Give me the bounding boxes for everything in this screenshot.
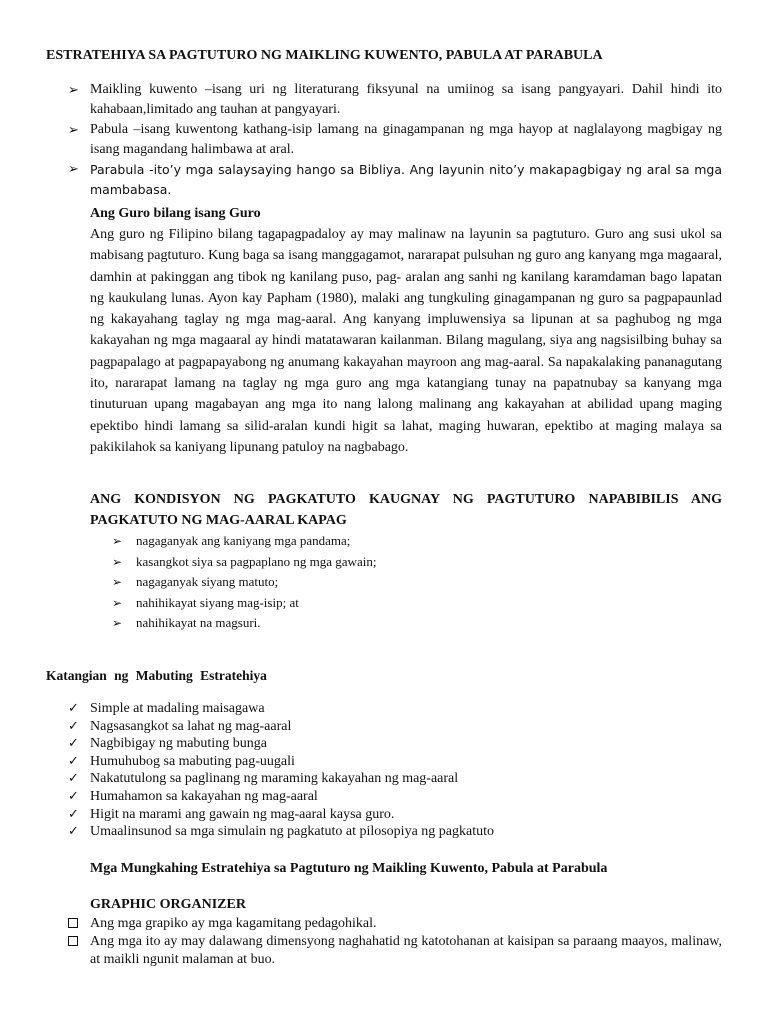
list-item — [68, 933, 722, 969]
list-item-text: Ang mga grapiko ay mga kagamitang pedagohikal. — [90, 916, 377, 931]
definition-item-parabula — [68, 160, 722, 200]
definition-item-maikling-kuwento — [68, 80, 722, 120]
list-item — [68, 788, 494, 806]
definition-text: Parabula -ito’y mga salaysaying hango sa Bibliya. Ang layunin nito’y makapagbigay ng aral sa mga mambabasa. — [90, 162, 722, 197]
checkmark-bullet-icon: ✓ — [68, 824, 79, 840]
arrowhead-bullet-icon: ➢ — [112, 616, 123, 630]
arrowhead-bullet-icon: ➢ — [68, 82, 79, 97]
kondisyon-section — [90, 489, 722, 634]
document-title: ESTRATEHIYA SA PAGTUTURO NG MAIKLING KUWENTO, PABULA AT PARABULA — [46, 48, 603, 63]
checkmark-bullet-icon: ✓ — [68, 806, 79, 822]
list-item-text: kasangkot siya sa pagpaplano ng mga gawain; — [136, 553, 377, 569]
list-item-text: Ang mga ito ay may dalawang dimensyong naghahatid ng katotohanan at kaisipan sa paraang maayos, malinaw, at maikli ngunit malaman at buo. — [90, 934, 722, 967]
list-item — [68, 753, 494, 771]
list-item-text: Umaalinsunod sa mga simulain ng pagkatuto at pilosopiya ng pagkatuto — [90, 824, 494, 840]
checkmark-bullet-icon: ✓ — [68, 718, 79, 734]
checkmark-bullet-icon: ✓ — [68, 701, 79, 716]
guro-heading: Ang Guro bilang isang Guro — [90, 206, 261, 221]
definition-list — [68, 80, 722, 200]
list-item — [68, 700, 494, 718]
definition-text: Maikling kuwento –isang uri ng literaturang fiksyunal na umiinog sa isang pangyayari. Dahil hindi ito kahabaan,limitado ang tauhan at pangyayari. — [90, 82, 722, 117]
list-item — [112, 572, 722, 593]
list-item-text: Humuhubog sa mabuting pag-uugali — [90, 753, 295, 769]
list-item — [112, 531, 722, 552]
arrowhead-bullet-icon: ➢ — [112, 595, 123, 610]
definition-item-pabula — [68, 120, 722, 160]
list-item — [112, 593, 722, 614]
arrowhead-bullet-icon: ➢ — [68, 162, 79, 177]
list-item — [112, 552, 722, 573]
list-item-text: Simple at madaling maisagawa — [90, 701, 265, 716]
checkmark-bullet-icon: ✓ — [68, 771, 79, 787]
empty-square-bullet-icon — [68, 918, 78, 928]
kondisyon-heading: ANG KONDISYON NG PAGKATUTO KAUGNAY NG PAGTUTURO NAPABIBILIS ANG PAGKATUTO NG MAG-AARAL KAPAG — [90, 492, 722, 528]
list-item — [68, 823, 494, 841]
list-item-text: Higit na marami ang gawain ng mag-aaral kaysa guro. — [90, 806, 395, 822]
arrowhead-bullet-icon: ➢ — [112, 534, 123, 548]
list-item-text: Nagsasangkot sa lahat ng mag-aaral — [90, 718, 292, 734]
katangian-heading: Katangian ng Mabuting Estratehiya — [46, 668, 267, 683]
list-item-text: Humahamon sa kakayahan ng mag-aaral — [90, 788, 318, 804]
list-item-text: nahihikayat siyang mag-isip; at — [136, 594, 299, 610]
list-item — [68, 718, 494, 736]
list-item-text: nagaganyak ang kaniyang mga pandama; — [136, 533, 351, 548]
kondisyon-list — [112, 531, 722, 634]
list-item — [112, 613, 722, 634]
arrowhead-bullet-icon: ➢ — [68, 122, 79, 137]
graphic-organizer-heading: GRAPHIC ORGANIZER — [90, 897, 246, 912]
arrowhead-bullet-icon: ➢ — [112, 575, 123, 589]
guro-section — [90, 204, 722, 458]
list-item — [68, 915, 722, 933]
empty-square-bullet-icon — [68, 936, 78, 946]
checkmark-bullet-icon: ✓ — [68, 736, 79, 752]
list-item — [68, 735, 494, 753]
list-item-text: nagaganyak siyang matuto; — [136, 574, 279, 589]
katangian-list — [68, 700, 494, 841]
checkmark-bullet-icon: ✓ — [68, 753, 79, 769]
graphic-organizer-list — [68, 915, 722, 969]
list-item-text: Nagbibigay ng mabuting bunga — [90, 736, 267, 752]
checkmark-bullet-icon: ✓ — [68, 788, 79, 804]
arrowhead-bullet-icon: ➢ — [112, 554, 123, 569]
mungkahi-heading: Mga Mungkahing Estratehiya sa Pagtuturo ng Maikling Kuwento, Pabula at Parabula — [90, 861, 608, 876]
definition-text: Pabula –isang kuwentong kathang-isip lamang na ginagampanan ng mga hayop at naglalayong magbigay ng isang magandang halimbawa at aral. — [90, 122, 722, 157]
list-item — [68, 806, 494, 824]
list-item — [68, 770, 494, 788]
list-item-text: nahihikayat na magsuri. — [136, 615, 261, 630]
guro-paragraph: Ang guro ng Filipino bilang tagapagpadaloy ay may malinaw na layunin sa pagtuturo. Guro ang susi ukol sa mabisang pagtuturo. Kung baga sa isang manggagamot, nararapat pulsuhan ng guro ang kanyang mga magaaral, damhin at pakinggan ang tibok ng kanilang puso, pag- aralan ang sanhi ng kanilang karamdaman bago lapatan ng kaukulang lunas. Ayon kay Papham (1980), malaki ang tungkuling ginagampanan ng guro sa pagpapaunlad ng kakayahang taglay ng mga mag-aaral. Ang kanyang impluwensiya sa lipunan at sa paghubog ng mga kakayahan ng mga magaaral ay hindi matatawaran kailanman. Bilang magulang, siya ang nagsisilbing buhay sa pagpapalago at pagpapayabong ng anumang kakayahan mayroon ang mag-aaral. Sa napakalaking pananagutang ito, nararapat lamang na taglay ng mga guro ang mga katangiang tunay na papatnubay sa kanyang mga tinuturuan upang magabayan ang mga ito nang lalong malinang ang kakayahan at abilidad upang maging epektibo hindi lamang sa silid-aralan kundi higit sa lahat, maging huwaran, epektibo at maging malaya sa pakikilahok sa kaniyang lipunang patuloy na nagbabago. — [90, 227, 722, 455]
list-item-text: Nakatutulong sa paglinang ng maraming kakayahan ng mag-aaral — [90, 771, 459, 787]
